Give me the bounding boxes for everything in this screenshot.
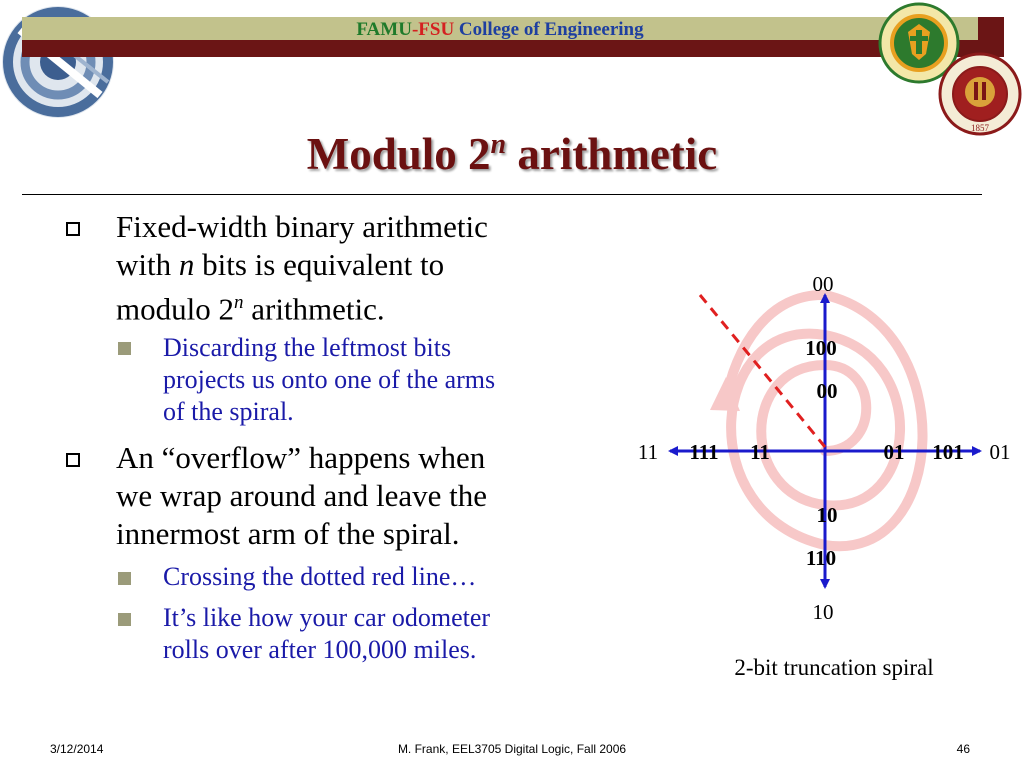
label-left: 11 [637, 440, 659, 464]
diagram-caption: 2-bit truncation spiral [734, 655, 934, 680]
header-title [300, 17, 700, 43]
text: with [116, 247, 179, 282]
sub-bullet-square-icon [118, 572, 131, 585]
sub-bullet-1-line-2: projects us onto one of the arms [163, 365, 496, 394]
exponent-n: n [233, 292, 244, 313]
header-college: College of Engineering [458, 19, 644, 40]
bullet-square-icon [66, 453, 80, 467]
slide-title [0, 128, 1024, 180]
bullet-2-line-2: we wrap around and leave the [116, 478, 487, 513]
text: modulo 2 [116, 291, 234, 327]
fsu-seal-year: 1857 [971, 123, 989, 133]
title-suffix: arithmetic [506, 129, 718, 179]
banner-right-edge [978, 17, 1004, 57]
sub-bullet-1-line-3: of the spiral. [163, 397, 294, 426]
sub-bullet-odometer [163, 602, 633, 666]
truncation-spiral-diagram [630, 265, 1020, 685]
header-dash: - [411, 19, 419, 40]
bullet-2-line-3: innermost arm of the spiral. [116, 516, 460, 551]
sub-bullet-odometer-line-1: It’s like how your car odometer [163, 603, 491, 632]
label-left-11: 11 [750, 440, 770, 464]
text: arithmetic. [243, 291, 385, 327]
title-divider [22, 194, 982, 195]
header-banner-stripe [36, 43, 978, 57]
footer-course: M. Frank, EEL3705 Digital Logic, Fall 2006 [397, 742, 627, 756]
label-100: 100 [805, 336, 837, 360]
label-down-10: 10 [816, 503, 838, 527]
sub-bullet-discarding [163, 332, 633, 428]
bullet-1-line-3 [116, 284, 616, 328]
bullet-square-icon [66, 222, 80, 236]
title-prefix: Modulo 2 [306, 129, 491, 179]
title-exponent: n [490, 129, 507, 160]
variable-n: n [178, 247, 195, 282]
label-up-00: 00 [816, 379, 838, 403]
sub-bullet-odometer-line-2: rolls over after 100,000 miles. [163, 635, 477, 664]
label-right: 01 [989, 440, 1011, 464]
bullet-2-line-1: An “overflow” happens when [116, 440, 486, 475]
header-fsu: FSU [418, 19, 455, 40]
label-101: 101 [932, 440, 964, 464]
label-right-01: 01 [883, 440, 905, 464]
bullet-overflow [116, 439, 616, 553]
label-110: 110 [805, 546, 837, 570]
label-bottom: 10 [812, 600, 834, 624]
bullet-1-line-2 [116, 246, 616, 284]
sub-bullet-1-line-1: Discarding the leftmost bits [163, 333, 452, 362]
label-111: 111 [689, 440, 719, 464]
sub-bullet-square-icon [118, 342, 131, 355]
sub-bullet-square-icon [118, 613, 131, 626]
fsu-seal [938, 52, 1022, 136]
header-famu: FAMU [356, 19, 412, 40]
label-top: 00 [812, 272, 834, 296]
sub-bullet-crossing: Crossing the dotted red line… [163, 562, 477, 591]
footer-date: 3/12/2014 [50, 742, 104, 756]
text: bits is equivalent to [194, 247, 445, 282]
footer-page-number: 46 [956, 742, 970, 756]
bullet-1-line-1: Fixed-width binary arithmetic [116, 209, 488, 244]
bullet-fixed-width [116, 208, 616, 328]
